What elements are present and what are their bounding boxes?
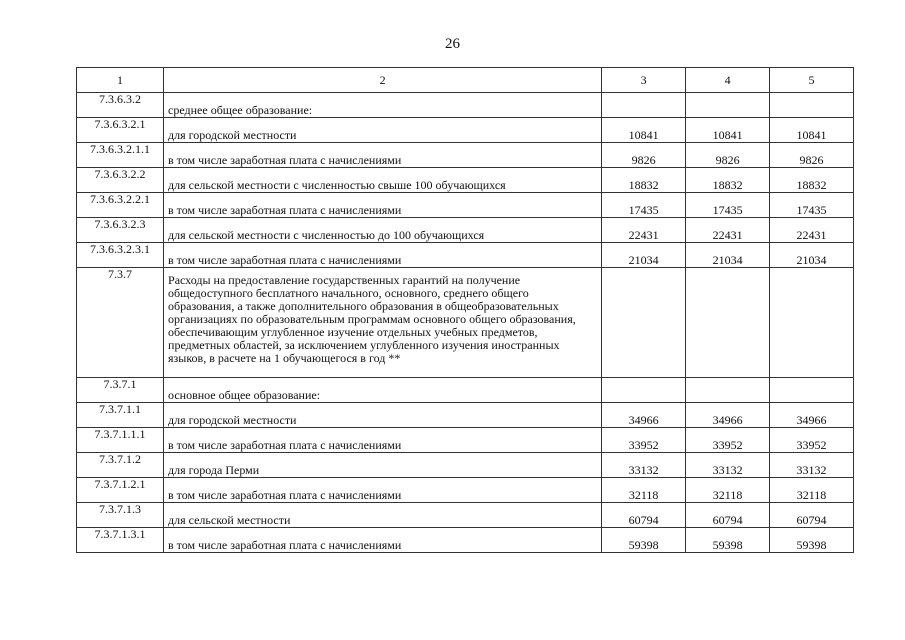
- row-value-col3: 17435: [602, 193, 686, 218]
- row-value-col4: [686, 93, 770, 118]
- page-number: 26: [445, 36, 460, 52]
- row-value-col5: 59398: [770, 528, 854, 553]
- row-value-col4: 18832: [686, 168, 770, 193]
- row-description: в том числе заработная плата с начислениями: [164, 478, 602, 503]
- table-row: [77, 453, 854, 478]
- row-value-col3: 9826: [602, 143, 686, 168]
- table-row: [77, 268, 854, 378]
- row-description: в том числе заработная плата с начислениями: [164, 243, 602, 268]
- row-value-col4: 33132: [686, 453, 770, 478]
- row-value-col3: 21034: [602, 243, 686, 268]
- row-description: для сельской местности: [164, 503, 602, 528]
- row-value-col5: 18832: [770, 168, 854, 193]
- column-header-3: 3: [602, 68, 686, 93]
- row-value-col5: 33952: [770, 428, 854, 453]
- row-code: 7.3.6.3.2.3: [77, 218, 164, 243]
- row-description: Расходы на предоставление государственных гарантий на получение общедоступного бесплатного начального, основного, среднего общего образования, а также дополнительного образования в общеобразовательных организациях по образовательным программам основного общего образования, обеспечивающим углубленное изучение отдельных учебных предметов, предметных областей, за исключением углубленного изучения иностранных языков, в расчете на 1 обучающегося в год **: [164, 268, 602, 378]
- table-row: [77, 503, 854, 528]
- row-value-col4: [686, 268, 770, 378]
- row-value-col5: [770, 268, 854, 378]
- row-code: 7.3.6.3.2.2.1: [77, 193, 164, 218]
- row-value-col3: 32118: [602, 478, 686, 503]
- row-code: 7.3.6.3.2.1: [77, 118, 164, 143]
- table-row: [77, 93, 854, 118]
- row-description: для сельской местности с численностью свыше 100 обучающихся: [164, 168, 602, 193]
- row-value-col5: 21034: [770, 243, 854, 268]
- budget-table: [76, 67, 854, 553]
- row-value-col4: 59398: [686, 528, 770, 553]
- row-value-col5: 10841: [770, 118, 854, 143]
- table-row: [77, 428, 854, 453]
- column-header-4: 4: [686, 68, 770, 93]
- row-code: 7.3.7.1.3: [77, 503, 164, 528]
- row-value-col4: [686, 378, 770, 403]
- row-value-col5: 17435: [770, 193, 854, 218]
- column-header-5: 5: [770, 68, 854, 93]
- table-row: [77, 193, 854, 218]
- table-row: [77, 478, 854, 503]
- row-value-col4: 32118: [686, 478, 770, 503]
- row-value-col4: 22431: [686, 218, 770, 243]
- row-code: 7.3.6.3.2.1.1: [77, 143, 164, 168]
- row-value-col4: 10841: [686, 118, 770, 143]
- row-value-col3: 10841: [602, 118, 686, 143]
- table-row: [77, 403, 854, 428]
- row-value-col4: 21034: [686, 243, 770, 268]
- table-row: [77, 378, 854, 403]
- row-value-col5: 22431: [770, 218, 854, 243]
- row-code: 7.3.7.1: [77, 378, 164, 403]
- row-description: среднее общее образование:: [164, 93, 602, 118]
- row-value-col3: [602, 378, 686, 403]
- row-code: 7.3.7.1.1.1: [77, 428, 164, 453]
- row-description: для городской местности: [164, 118, 602, 143]
- row-value-col5: 9826: [770, 143, 854, 168]
- row-value-col4: 60794: [686, 503, 770, 528]
- row-description: для городской местности: [164, 403, 602, 428]
- row-value-col3: [602, 93, 686, 118]
- column-header-2: 2: [164, 68, 602, 93]
- row-value-col4: 17435: [686, 193, 770, 218]
- row-value-col3: 59398: [602, 528, 686, 553]
- row-value-col5: 32118: [770, 478, 854, 503]
- row-value-col3: 33132: [602, 453, 686, 478]
- row-value-col4: 33952: [686, 428, 770, 453]
- table-row: [77, 528, 854, 553]
- row-value-col3: 22431: [602, 218, 686, 243]
- row-description: для сельской местности с численностью до 100 обучающихся: [164, 218, 602, 243]
- row-code: 7.3.6.3.2.2: [77, 168, 164, 193]
- row-code: 7.3.6.3.2.3.1: [77, 243, 164, 268]
- row-code: 7.3.7.1.3.1: [77, 528, 164, 553]
- row-value-col3: 34966: [602, 403, 686, 428]
- row-code: 7.3.7: [77, 268, 164, 378]
- row-value-col3: 60794: [602, 503, 686, 528]
- row-value-col5: 34966: [770, 403, 854, 428]
- row-value-col5: 33132: [770, 453, 854, 478]
- row-description: в том числе заработная плата с начислениями: [164, 528, 602, 553]
- row-code: 7.3.6.3.2: [77, 93, 164, 118]
- row-value-col5: [770, 378, 854, 403]
- row-value-col5: [770, 93, 854, 118]
- row-code: 7.3.7.1.1: [77, 403, 164, 428]
- row-code: 7.3.7.1.2.1: [77, 478, 164, 503]
- row-description: в том числе заработная плата с начислениями: [164, 193, 602, 218]
- row-value-col5: 60794: [770, 503, 854, 528]
- table-row: [77, 168, 854, 193]
- row-description: основное общее образование:: [164, 378, 602, 403]
- row-description: в том числе заработная плата с начислениями: [164, 428, 602, 453]
- table-row: [77, 118, 854, 143]
- table-header-row: [77, 68, 854, 93]
- row-code: 7.3.7.1.2: [77, 453, 164, 478]
- row-value-col4: 9826: [686, 143, 770, 168]
- table-row: [77, 218, 854, 243]
- row-description: в том числе заработная плата с начислениями: [164, 143, 602, 168]
- row-value-col3: 18832: [602, 168, 686, 193]
- row-description: для города Перми: [164, 453, 602, 478]
- table-row: [77, 143, 854, 168]
- row-value-col4: 34966: [686, 403, 770, 428]
- row-value-col3: [602, 268, 686, 378]
- table-row: [77, 243, 854, 268]
- row-value-col3: 33952: [602, 428, 686, 453]
- column-header-1: 1: [77, 68, 164, 93]
